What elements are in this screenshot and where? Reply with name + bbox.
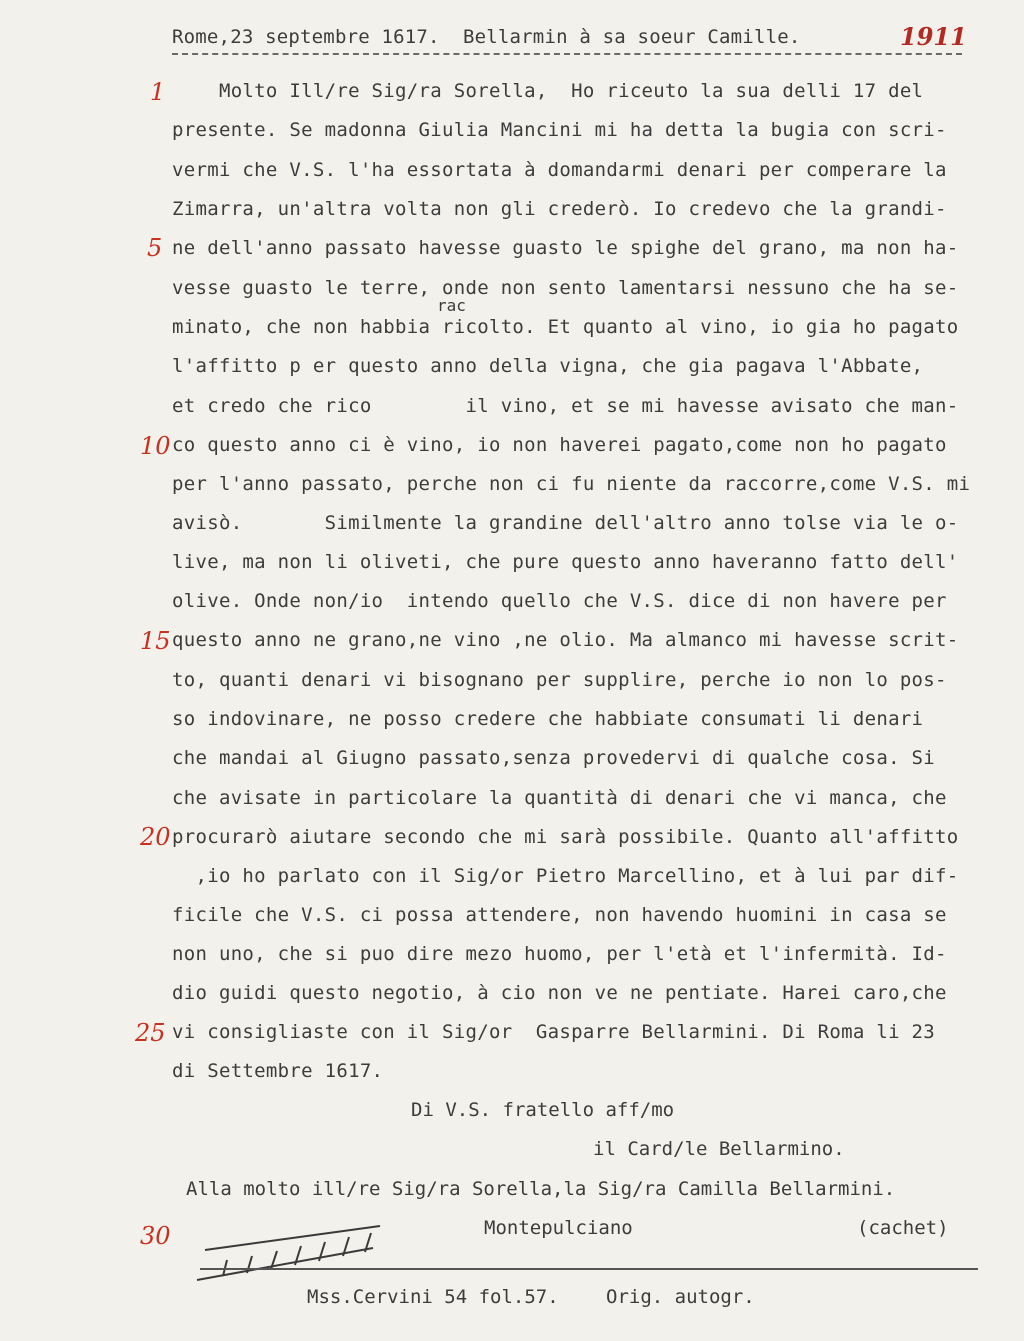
letter-header: Rome,23 septembre 1617. Bellarmin à sa soeur Camille. bbox=[172, 26, 801, 48]
original-note: Orig. autogr. bbox=[606, 1286, 755, 1308]
body-line-9: et credo che rico il vino, et se mi havesse avisato che man- bbox=[172, 395, 959, 417]
body-line-6: vesse guasto le terre, onde non sento lamentarsi nessuno che ha se- bbox=[172, 277, 959, 299]
margin-number-1: 1 bbox=[150, 78, 166, 106]
manuscript-reference: Mss.Cervini 54 fol.57. bbox=[307, 1286, 559, 1308]
header-dashed-rule bbox=[172, 53, 962, 55]
address-line: Alla molto ill/re Sig/ra Sorella,la Sig/ra Camilla Bellarmini. bbox=[186, 1178, 896, 1200]
body-line-24: dio guidi questo negotio, à cio non ve ne pentiate. Harei caro,che bbox=[172, 982, 947, 1004]
body-line-25: vi consigliaste con il Sig/or Gasparre Bellarmini. Di Roma li 23 bbox=[172, 1021, 936, 1043]
body-line-11: per l'anno passato, perche non ci fu niente da raccorre,come V.S. mi bbox=[172, 473, 971, 495]
margin-number-10: 10 bbox=[140, 432, 171, 460]
closing-signature: il Card/le Bellarmino. bbox=[593, 1138, 845, 1160]
body-line-2: presente. Se madonna Giulia Mancini mi ha detta la bugia con scri- bbox=[172, 119, 947, 141]
body-line-7: minato, che non habbia ricolto. Et quanto al vino, io gia ho pagato bbox=[172, 316, 959, 338]
body-line-19: che avisate in particolare la quantità di denari che vi manca, che bbox=[172, 787, 947, 809]
body-line-17: so indovinare, ne posso credere che habbiate consumati li denari bbox=[172, 708, 924, 730]
folio-number: 1911 bbox=[900, 22, 967, 51]
interlinear-insert: rac bbox=[437, 296, 466, 315]
margin-number-30: 30 bbox=[140, 1222, 171, 1250]
address-place: Montepulciano bbox=[484, 1217, 633, 1239]
body-line-23: non uno, che si puo dire mezo huomo, per l'età et l'infermità. Id- bbox=[172, 943, 947, 965]
seal-note: (cachet) bbox=[857, 1217, 949, 1239]
body-line-4: Zimarra, un'altra volta non gli crederò. Io credevo che la grandi- bbox=[172, 198, 947, 220]
body-line-15: questo anno ne grano,ne vino ,ne olio. Ma almanco mi havesse scrit- bbox=[172, 629, 959, 651]
margin-number-5: 5 bbox=[147, 234, 163, 262]
body-line-14: olive. Onde non/io intendo quello che V.S. dice di non havere per bbox=[172, 590, 947, 612]
margin-number-25: 25 bbox=[135, 1019, 166, 1047]
margin-number-20: 20 bbox=[140, 823, 171, 851]
body-line-13: live, ma non li oliveti, che pure questo anno haveranno fatto dell' bbox=[172, 551, 959, 573]
tally-marks-drawing bbox=[195, 1218, 385, 1288]
body-line-22: ficile che V.S. ci possa attendere, non havendo huomini in casa se bbox=[172, 904, 947, 926]
body-line-10: co questo anno ci è vino, io non haverei pagato,come non ho pagato bbox=[172, 434, 947, 456]
body-line-3: vermi che V.S. l'ha essortata à domandarmi denari per comperare la bbox=[172, 159, 947, 181]
bottom-rule bbox=[200, 1268, 978, 1270]
body-line-16: to, quanti denari vi bisognano per supplire, perche io non lo pos- bbox=[172, 669, 947, 691]
body-line-26: di Settembre 1617. bbox=[172, 1060, 384, 1082]
body-line-8: l'affitto p er questo anno della vigna, che gia pagava l'Abbate, bbox=[172, 355, 924, 377]
body-line-20: procurarò aiutare secondo che mi sarà possibile. Quanto all'affitto bbox=[172, 826, 959, 848]
body-line-12: avisò. Similmente la grandine dell'altro anno tolse via le o- bbox=[172, 512, 959, 534]
body-line-5: ne dell'anno passato havesse guasto le spighe del grano, ma non ha- bbox=[172, 237, 959, 259]
body-line-1: Molto Ill/re Sig/ra Sorella, Ho riceuto la sua delli 17 del bbox=[172, 80, 924, 102]
margin-number-15: 15 bbox=[140, 627, 171, 655]
closing-salutation: Di V.S. fratello aff/mo bbox=[411, 1099, 675, 1121]
body-line-21: ,io ho parlato con il Sig/or Pietro Marcellino, et à lui par dif- bbox=[172, 865, 959, 887]
body-line-18: che mandai al Giugno passato,senza provedervi di qualche cosa. Si bbox=[172, 747, 936, 769]
